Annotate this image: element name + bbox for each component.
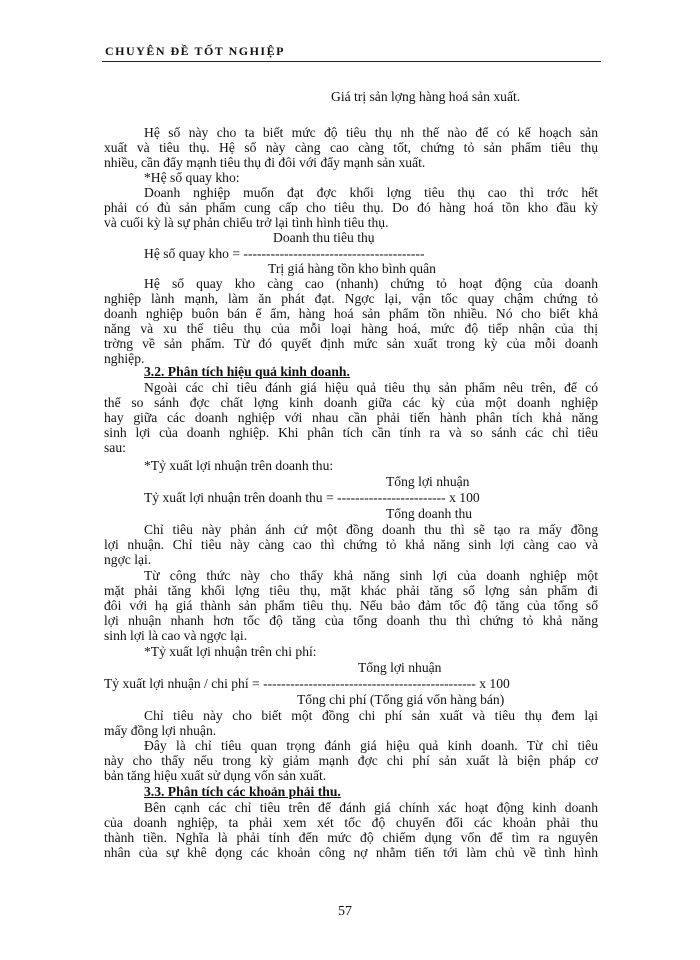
text-line: *Hệ số quay kho: (144, 170, 240, 185)
text-line: Từ công thức này cho thấy khả năng sinh lợi của doanh nghiệp một (144, 568, 598, 583)
formula-denominator: Tổng chi phí (Tổng giá vốn hàng bán) (297, 692, 505, 707)
formula-line: Hệ số quay kho = ---------------------------------------- (144, 246, 425, 261)
page-header: CHUYÊN ĐỀ TỐT NGHIỆP (105, 44, 285, 58)
text-line: lợi nhuận. Chỉ tiêu này càng cao thì chứng tỏ khả năng sinh lợi càng cao và (104, 537, 598, 552)
text-line: doanh nghiệp buôn bán ế ẩm, hàng hoá sản phẩm tồn nhiều. Nó cho biết khả (104, 306, 598, 321)
text-line: *Tỷ xuất lợi nhuận trên chi phí: (144, 644, 317, 659)
text-line: nhân của sự khê đọng các khoản công nợ nhằm tiến tới làm chủ về tình hình (104, 845, 598, 860)
text-line: và cuối kỳ là sự phản chiếu trở lại tình hình tiêu thụ. (104, 215, 389, 230)
text-line: trờng về sản phẩm. Từ đó quyết định mức sản xuất trong kỳ của mỗi doanh (104, 336, 598, 351)
text-line: Giá trị sản lợng hàng hoá sản xuất. (331, 89, 521, 104)
text-line: xuất và tiêu thụ. Hệ số này càng cao càng tốt, chứng tỏ sản phẩm tiêu thụ (104, 140, 598, 155)
text-line: Chỉ tiêu này cho biết một đồng chi phí sản xuất và tiêu thụ đem lại (144, 708, 598, 723)
text-line: thành tiền. Nghĩa là phải tính đến mức độ chiếm dụng vốn để tìm ra nguyên (104, 830, 598, 845)
text-line: *Tỷ xuất lợi nhuận trên doanh thu: (144, 458, 334, 473)
formula-numerator: Tổng lợi nhuận (358, 660, 442, 675)
text-line: Đây là chỉ tiêu quan trọng đánh giá hiệu quả kinh doanh. Từ chỉ tiêu (144, 738, 598, 753)
formula-numerator: Tổng lợi nhuận (386, 474, 470, 489)
text-line: Bên cạnh các chỉ tiêu trên để đánh giá chính xác hoạt động kinh doanh (144, 800, 598, 815)
text-line: nghiệp. (104, 351, 145, 366)
text-line: bản tăng hiệu xuất sử dụng vốn sản xuất. (104, 768, 327, 783)
text-line: mấy đồng lợi nhuận. (104, 723, 217, 738)
section-heading: 3.3. Phân tích các khoản phải thu. (144, 784, 341, 799)
text-line: lợi nhuận nhanh hơn tốc độ tăng của tổng doanh thu thì chứng tỏ khả năng (104, 613, 598, 628)
text-line: của doanh nghiệp, ta phải xem xét tốc độ chuyển đổi các khoản phải thu (104, 815, 598, 830)
text-line: Hệ số này cho ta biết mức độ tiêu thụ nh thế nào để có kế hoạch sản (144, 125, 598, 140)
text-line: ngợc lại. (104, 552, 152, 567)
text-line: sinh lợi của doanh nghiệp. Khi phân tích cần tính ra và so sánh các chỉ tiêu (104, 425, 598, 440)
text-line: hay giữa các doanh nghiệp với nhau cần phải tiến hành phân tích khả năng (104, 410, 598, 425)
formula-denominator: Trị giá hàng tồn kho bình quân (268, 261, 436, 276)
section-heading: 3.2. Phân tích hiệu quả kinh doanh. (144, 364, 350, 379)
text-line: nghiệp lành mạnh, làm ăn phát đạt. Ngợc lại, vận tốc quay chậm chứng tỏ (104, 291, 598, 306)
page-number: 57 (338, 904, 352, 919)
text-line: Hệ số quay kho càng cao (nhanh) chứng tỏ hoạt động của doanh (144, 276, 598, 291)
text-line: thể so sánh đợc chất lợng kinh doanh giữa các kỳ của một doanh nghiệp (104, 395, 598, 410)
text-line: Chỉ tiêu này phản ánh cứ một đồng doanh thu thì sẽ tạo ra mấy đồng (144, 522, 598, 537)
text-line: Doanh nghiệp muốn đạt đợc khối lợng tiêu thụ cao thì trớc hết (144, 185, 598, 200)
formula-line: Tỷ xuất lợi nhuận trên doanh thu = ------------------------ x 100 (144, 490, 480, 505)
text-line: đôi với hạ giá thành sản phẩm tiêu thụ. Nếu bảo đảm tốc độ tăng của tổng số (104, 598, 598, 613)
formula-line: Tỷ xuất lợi nhuận / chi phí = ----------------------------------------------- x 100 (104, 676, 510, 691)
text-line: năng và xu thế tiêu thụ của mỗi loại hàng hoá, mức độ tiếp nhận của thị (104, 321, 598, 336)
text-line: nhiều, cần đẩy mạnh tiêu thụ đi đôi với đẩy mạnh sản xuất. (104, 155, 426, 170)
text-line: sinh lợi là cao và ngợc lại. (104, 628, 248, 643)
formula-numerator: Doanh thu tiêu thụ (273, 230, 375, 245)
header-divider (102, 61, 601, 62)
text-line: Ngoài các chỉ tiêu đánh giá hiệu quả tiêu thụ sản phẩm nêu trên, để có (144, 380, 598, 395)
formula-denominator: Tổng doanh thu (386, 506, 473, 521)
text-line: này cho thấy nếu trong kỳ giảm mạnh đợc chi phí sản xuất là biện pháp cơ (104, 753, 598, 768)
text-line: mặt phải tăng khối lợng tiêu thụ, mặt khác phải tăng số lợng sản phẩm đi (104, 583, 598, 598)
text-line: sau: (104, 440, 126, 455)
text-line: phải có đủ sản phẩm cung cấp cho tiêu thụ. Do đó hàng hoá tồn kho đầu kỳ (104, 200, 598, 215)
